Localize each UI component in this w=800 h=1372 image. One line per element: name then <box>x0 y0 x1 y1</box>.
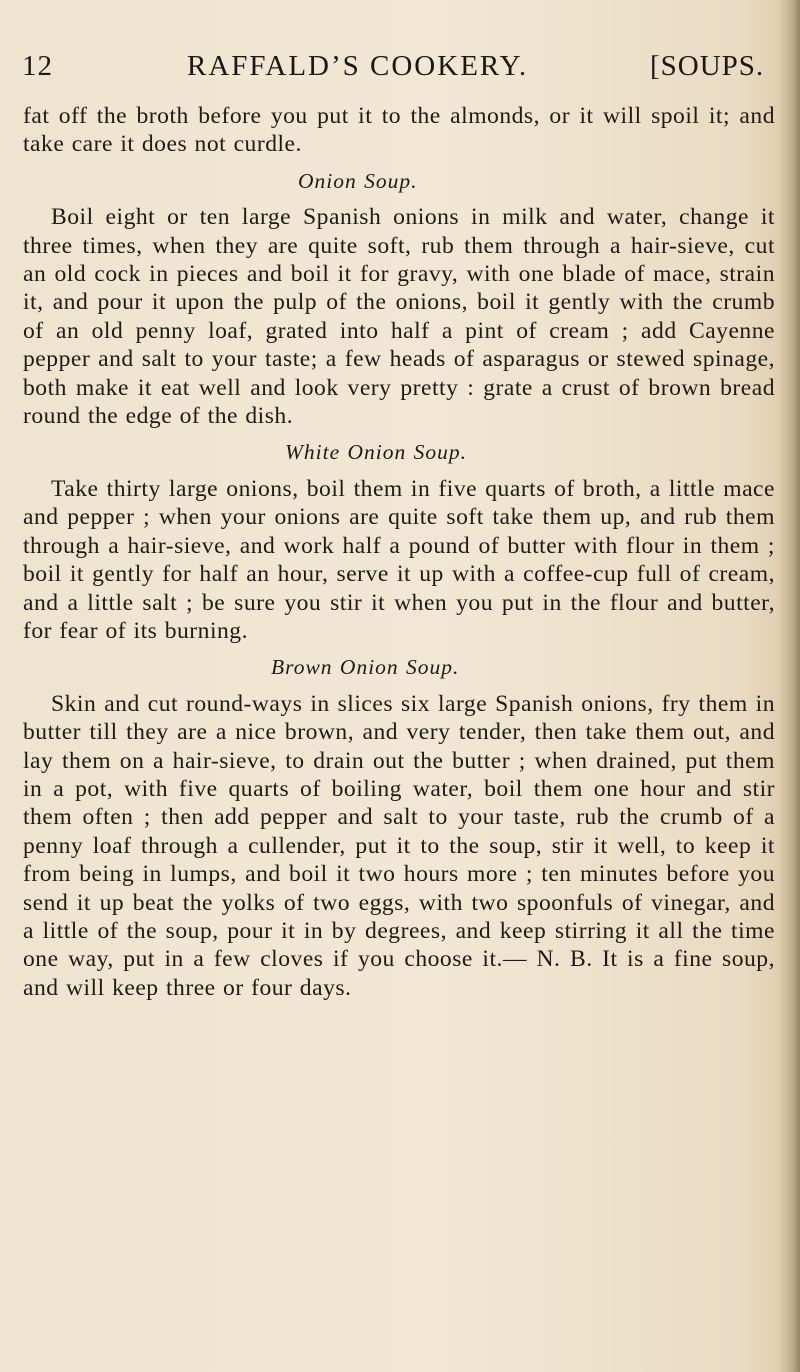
intro-continuation: fat off the broth before you put it to the almonds, or it will spoil it; and take care it does not curdle. <box>23 103 775 158</box>
recipe-title-white-onion-soup: White Onion Soup. <box>285 440 468 465</box>
page-number: 12 <box>22 50 53 82</box>
page-header <box>22 50 782 90</box>
running-title: RAFFALD’S COOKERY. <box>187 50 529 82</box>
recipe-text-brown-onion-soup: Skin and cut round-ways in slices six large Spanish onions, fry them in butter till they are a nice brown, and very tender, then take them out, and lay them on a hair-sieve, to drain out the butter ; when drained, put them in a pot, with five quarts of boiling water, boil them one hour and stir them often ; then add pepper and salt to your taste, rub the crumb of a penny loaf through a cullender, put it to the soup, stir it well, to keep it from being in lumps, and boil it two hours more ; ten minutes before you send it up beat the yolks of two eggs, with two spoonfuls of vinegar, and a little of the soup, pour it in by degrees, and keep stirring it all the time one way, put in a few cloves if you choose it.— N. B. It is a fine soup, and will keep three or four days. <box>23 690 775 1001</box>
page-binding-shadow <box>778 0 800 1372</box>
recipe-text-white-onion-soup: Take thirty large onions, boil them in five quarts of broth, a little mace and pepper ; when your onions are quite soft take them up, and rub them through a hair-sieve, and work half a pound of butter with flour in them ; boil it gently for half an hour, serve it up with a coffee-cup full of cream, and a little salt ; be sure you stir it when you put in the flour and butter, for fear of its burning. <box>23 475 775 644</box>
recipe-title-brown-onion-soup: Brown Onion Soup. <box>271 655 460 680</box>
recipe-title-onion-soup: Onion Soup. <box>298 168 418 193</box>
section-tag: [SOUPS. <box>650 50 765 82</box>
recipe-text-onion-soup: Boil eight or ten large Spanish onions in milk and water, change it three times, when they are quite soft, rub them through a hair-sieve, cut an old cock in pieces and boil it for gravy, with one blade of mace, strain it, and pour it upon the pulp of the onions, boil it gently with the crumb of an old penny loaf, grated into half a pint of cream ; add Cayenne pepper and salt to your taste; a few heads of asparagus or stewed spinage, both make it eat well and look very pretty : grate a crust of brown bread round the edge of the dish. <box>23 204 775 430</box>
page-content <box>23 102 775 1002</box>
